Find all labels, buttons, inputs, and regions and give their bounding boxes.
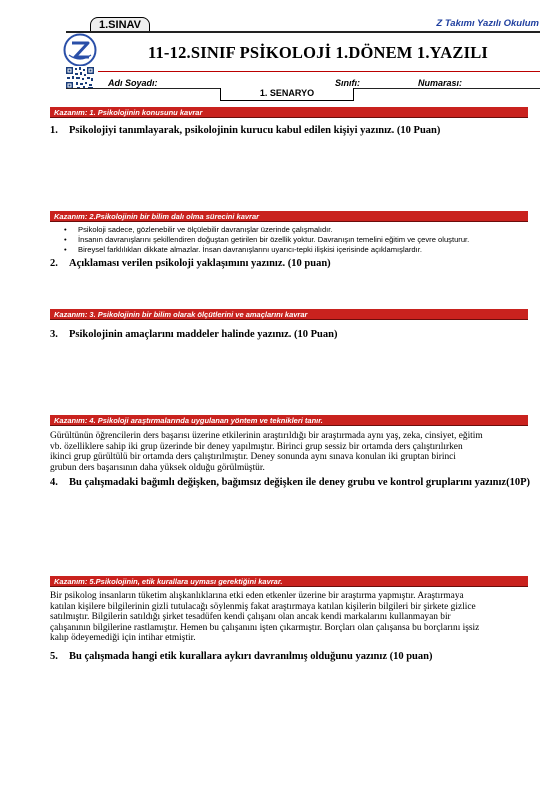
question-text: Psikolojiyi tanımlayarak, psikolojinin kurucu kabul edilen kişiyi yazınız. (10 Puan) <box>69 125 441 136</box>
scenario-paragraph-4 <box>50 431 532 473</box>
question-text: Bu çalışmada hangi etik kurallara aykırı davranılmış olduğunu yazınız (10 puan) <box>69 651 433 662</box>
header-top-line <box>66 31 540 33</box>
kazanim-bar-3: Kazanım: 3. Psikolojinin bir bilim olarak ölçütlerini ve amaçlarını kavrar <box>50 309 528 320</box>
question-5 <box>50 651 433 662</box>
kazanim-bar-4: Kazanım: 4. Psikoloji araştırmalarında uygulanan yöntem ve teknikleri tanır. <box>50 415 528 426</box>
paragraph-line: kalıp ödeyemediği için intihar etmiştir. <box>50 633 196 644</box>
list-item: • Psikoloji sadece, gözlenebilir ve ölçülebilir davranışlar üzerinde çalışmalıdır. <box>60 225 469 235</box>
question-4 <box>50 477 530 488</box>
kazanim-bar-1: Kazanım: 1. Psikolojinin konusunu kavrar <box>50 107 528 118</box>
number-label: Numarası: <box>418 78 463 88</box>
paragraph-line: grubun ders başarısının daha yüksek olduğu görülmüştür. <box>50 462 265 473</box>
title-underline <box>98 71 540 72</box>
paragraph-line: Bir psikolog insanların tüketim alışkanlıklarına etki eden etkenler üzerine bir araştırma yapmıştır. Araştırmaya <box>50 591 464 601</box>
exam-number-tab: 1.SINAV <box>90 17 150 33</box>
question-3 <box>50 329 337 340</box>
kazanim-bar-2: Kazanım: 2.Psikolojinin bir bilim dalı olma sürecini kavrar <box>50 211 528 222</box>
question-text: Psikolojinin amaçlarını maddeler halinde yazınız. (10 Puan) <box>69 329 338 340</box>
question-number: 4. <box>50 477 58 488</box>
scenario-label: 1. SENARYO <box>220 88 354 101</box>
list-item: • İnsanın davranışlarını şekillendiren doğuştan getirilen bir özellik yoktur. Davranışın temelini eğitim ve çevre oluşturur. <box>60 235 469 245</box>
paragraph-line: satılmıştır. Bilgilerin satıldığı şirket tesadüfen kendi çalışanı olan ancak kendi markalarını kullanmayan bir <box>50 612 451 623</box>
approach-bullet-list <box>60 225 469 255</box>
class-label: Sınıfı: <box>335 78 360 88</box>
paragraph-line: Gürültünün öğrencilerin ders başarısı üzerine etkilerinin araştırıldığı bir araştırmada aynı yaş, zeka, cinsiyet, eğitim <box>50 431 483 441</box>
paragraph-line: vb. özelliklere sahip iki grup üzerinde bir deney yapılmıştır. Birinci grup sessiz bir ortamda ders çalıştırılırken <box>50 441 463 452</box>
question-1 <box>50 125 440 136</box>
question-number: 1. <box>50 125 58 136</box>
paragraph-line: katılan kişilere bilgilerinin gizli tutulacağı söylenmiş fakat araştırmaya katılan kişilerin bilgileri bir şirkete gizlice <box>50 601 476 612</box>
question-text: Bu çalışmadaki bağımlı değişken, bağımsız değişken ile deney grubu ve kontrol gruplarını yazınız(10P) <box>69 477 530 488</box>
question-text: Açıklaması verilen psikoloji yaklaşımını yazınız. (10 puan) <box>69 258 331 269</box>
list-item: • Bireysel farklılıkları dikkate almazlar. İnsan davranışlarını uyarıcı-tepki ilişkisi içerisinde açıklamışlardır. <box>60 245 469 255</box>
question-number: 3. <box>50 329 58 340</box>
name-label: Adı Soyadı: <box>108 78 158 88</box>
exam-title: 11-12.SINIF PSİKOLOJİ 1.DÖNEM 1.YAZILI <box>147 43 489 62</box>
paragraph-line: çalışanının bilgilerine rastlamıştır. Hemen bu çalışanını işten çıkarmıştır. Borçları olan çalışansa bu borçlarını işsiz <box>50 622 480 633</box>
qr-code-icon <box>65 66 95 90</box>
question-2 <box>50 258 331 269</box>
question-number: 5. <box>50 651 58 662</box>
z-logo-icon <box>63 33 97 67</box>
school-name: Z Takımı Yazılı Okulum <box>436 18 539 29</box>
question-number: 2. <box>50 258 58 269</box>
paragraph-line: ikinci grup gürültülü bir ortamda ders çalıştırılmıştır. Deney sonunda aynı sınava konulan iki gruptan birinci <box>50 452 456 463</box>
kazanim-bar-5: Kazanım: 5.Psikolojinin, etik kurallara uyması gerektiğini kavrar. <box>50 576 528 587</box>
scenario-paragraph-5 <box>50 591 532 644</box>
